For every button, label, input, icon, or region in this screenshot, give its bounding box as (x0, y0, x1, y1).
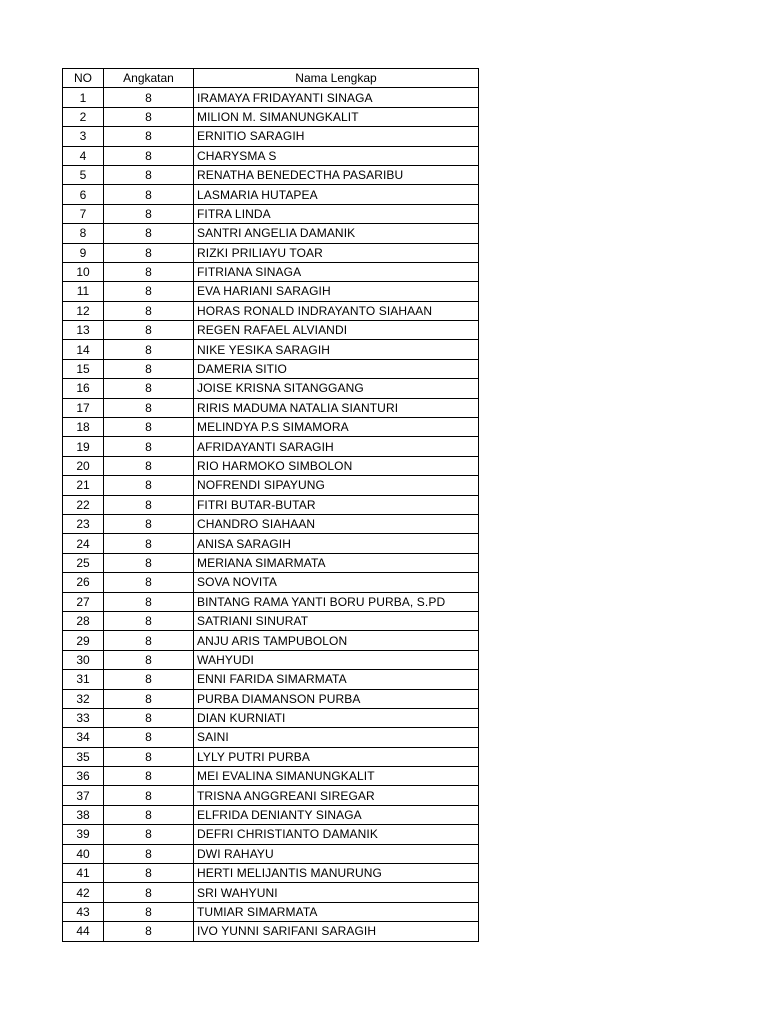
cell-nama-lengkap: AFRIDAYANTI SARAGIH (194, 437, 479, 456)
cell-nama-lengkap: IRAMAYA FRIDAYANTI SINAGA (194, 88, 479, 107)
cell-angkatan: 8 (104, 747, 194, 766)
cell-no: 29 (63, 631, 104, 650)
table-row (63, 883, 479, 902)
cell-nama-lengkap: DWI RAHAYU (194, 844, 479, 863)
cell-no: 41 (63, 864, 104, 883)
cell-no: 36 (63, 767, 104, 786)
cell-no: 40 (63, 844, 104, 863)
cell-no: 25 (63, 553, 104, 572)
cell-angkatan: 8 (104, 592, 194, 611)
cell-no: 13 (63, 321, 104, 340)
table-row (63, 107, 479, 126)
table-row (63, 282, 479, 301)
cell-nama-lengkap: IVO YUNNI SARIFANI SARAGIH (194, 922, 479, 941)
cell-angkatan: 8 (104, 321, 194, 340)
table-header (63, 69, 479, 88)
table-row (63, 301, 479, 320)
cell-nama-lengkap: SAINI (194, 728, 479, 747)
table-row (63, 88, 479, 107)
cell-no: 22 (63, 495, 104, 514)
table-row (63, 689, 479, 708)
cell-nama-lengkap: JOISE KRISNA SITANGGANG (194, 379, 479, 398)
table-row (63, 650, 479, 669)
table-row (63, 165, 479, 184)
cell-angkatan: 8 (104, 514, 194, 533)
cell-nama-lengkap: LYLY PUTRI PURBA (194, 747, 479, 766)
cell-no: 16 (63, 379, 104, 398)
cell-angkatan: 8 (104, 340, 194, 359)
cell-no: 17 (63, 398, 104, 417)
cell-nama-lengkap: ENNI FARIDA SIMARMATA (194, 670, 479, 689)
cell-angkatan: 8 (104, 786, 194, 805)
cell-angkatan: 8 (104, 495, 194, 514)
table-row (63, 902, 479, 921)
table-row (63, 185, 479, 204)
cell-nama-lengkap: BINTANG RAMA YANTI BORU PURBA, S.PD (194, 592, 479, 611)
table-row (63, 418, 479, 437)
cell-nama-lengkap: PURBA DIAMANSON PURBA (194, 689, 479, 708)
cell-no: 32 (63, 689, 104, 708)
cell-no: 6 (63, 185, 104, 204)
table-row (63, 340, 479, 359)
cell-angkatan: 8 (104, 301, 194, 320)
cell-nama-lengkap: FITRA LINDA (194, 204, 479, 223)
cell-no: 28 (63, 611, 104, 630)
cell-angkatan: 8 (104, 437, 194, 456)
cell-angkatan: 8 (104, 864, 194, 883)
table-row (63, 146, 479, 165)
cell-angkatan: 8 (104, 708, 194, 727)
table-row (63, 844, 479, 863)
cell-angkatan: 8 (104, 127, 194, 146)
cell-angkatan: 8 (104, 379, 194, 398)
table-row (63, 127, 479, 146)
table-row (63, 786, 479, 805)
table-row (63, 922, 479, 941)
cell-no: 23 (63, 514, 104, 533)
table-row (63, 321, 479, 340)
table-row (63, 864, 479, 883)
cell-nama-lengkap: MEI EVALINA SIMANUNGKALIT (194, 767, 479, 786)
cell-angkatan: 8 (104, 767, 194, 786)
cell-angkatan: 8 (104, 456, 194, 475)
cell-nama-lengkap: CHANDRO SIAHAAN (194, 514, 479, 533)
table-row (63, 805, 479, 824)
cell-nama-lengkap: SRI WAHYUNI (194, 883, 479, 902)
table-row (63, 495, 479, 514)
cell-angkatan: 8 (104, 476, 194, 495)
table-row (63, 262, 479, 281)
cell-angkatan: 8 (104, 282, 194, 301)
table-row (63, 767, 479, 786)
header-row (63, 69, 479, 88)
table-row (63, 553, 479, 572)
cell-no: 12 (63, 301, 104, 320)
table-row (63, 437, 479, 456)
cell-nama-lengkap: HORAS RONALD INDRAYANTO SIAHAAN (194, 301, 479, 320)
cell-nama-lengkap: FITRI BUTAR-BUTAR (194, 495, 479, 514)
cell-nama-lengkap: MELINDYA P.S SIMAMORA (194, 418, 479, 437)
table-row (63, 825, 479, 844)
cell-nama-lengkap: SATRIANI SINURAT (194, 611, 479, 630)
cell-nama-lengkap: TRISNA ANGGREANI SIREGAR (194, 786, 479, 805)
cell-no: 9 (63, 243, 104, 262)
cell-no: 39 (63, 825, 104, 844)
cell-angkatan: 8 (104, 902, 194, 921)
cell-nama-lengkap: CHARYSMA S (194, 146, 479, 165)
cell-angkatan: 8 (104, 359, 194, 378)
cell-nama-lengkap: EVA HARIANI SARAGIH (194, 282, 479, 301)
cell-no: 1 (63, 88, 104, 107)
cell-angkatan: 8 (104, 922, 194, 941)
table-row (63, 204, 479, 223)
cell-nama-lengkap: TUMIAR SIMARMATA (194, 902, 479, 921)
cell-angkatan: 8 (104, 553, 194, 572)
table-row (63, 476, 479, 495)
cell-angkatan: 8 (104, 844, 194, 863)
cell-no: 2 (63, 107, 104, 126)
cell-angkatan: 8 (104, 204, 194, 223)
cell-no: 44 (63, 922, 104, 941)
cell-angkatan: 8 (104, 165, 194, 184)
cell-nama-lengkap: DAMERIA SITIO (194, 359, 479, 378)
cell-no: 8 (63, 224, 104, 243)
cell-nama-lengkap: ERNITIO SARAGIH (194, 127, 479, 146)
cell-nama-lengkap: FITRIANA SINAGA (194, 262, 479, 281)
cell-nama-lengkap: DEFRI CHRISTIANTO DAMANIK (194, 825, 479, 844)
cell-no: 11 (63, 282, 104, 301)
cell-nama-lengkap: NIKE YESIKA SARAGIH (194, 340, 479, 359)
cell-angkatan: 8 (104, 825, 194, 844)
cell-no: 18 (63, 418, 104, 437)
cell-no: 42 (63, 883, 104, 902)
cell-nama-lengkap: SANTRI ANGELIA DAMANIK (194, 224, 479, 243)
cell-no: 21 (63, 476, 104, 495)
cell-angkatan: 8 (104, 611, 194, 630)
cell-no: 43 (63, 902, 104, 921)
cell-angkatan: 8 (104, 573, 194, 592)
table-row (63, 708, 479, 727)
cell-nama-lengkap: ELFRIDA DENIANTY SINAGA (194, 805, 479, 824)
cell-nama-lengkap: ANISA SARAGIH (194, 534, 479, 553)
table-row (63, 747, 479, 766)
cell-nama-lengkap: REGEN RAFAEL ALVIANDI (194, 321, 479, 340)
cell-nama-lengkap: NOFRENDI SIPAYUNG (194, 476, 479, 495)
cell-nama-lengkap: RENATHA BENEDECTHA PASARIBU (194, 165, 479, 184)
cell-no: 33 (63, 708, 104, 727)
cell-nama-lengkap: MILION M. SIMANUNGKALIT (194, 107, 479, 126)
table-row (63, 224, 479, 243)
cell-angkatan: 8 (104, 262, 194, 281)
header-angkatan: Angkatan (104, 69, 194, 88)
cell-no: 35 (63, 747, 104, 766)
table-body (63, 88, 479, 941)
cell-no: 10 (63, 262, 104, 281)
cell-no: 15 (63, 359, 104, 378)
cell-no: 37 (63, 786, 104, 805)
cell-angkatan: 8 (104, 224, 194, 243)
cell-no: 26 (63, 573, 104, 592)
cell-angkatan: 8 (104, 631, 194, 650)
cell-nama-lengkap: LASMARIA HUTAPEA (194, 185, 479, 204)
cell-nama-lengkap: SOVA NOVITA (194, 573, 479, 592)
member-table (62, 68, 479, 942)
table-row (63, 514, 479, 533)
cell-angkatan: 8 (104, 689, 194, 708)
header-nama-lengkap: Nama Lengkap (194, 69, 479, 88)
table-row (63, 592, 479, 611)
table-row (63, 631, 479, 650)
cell-angkatan: 8 (104, 650, 194, 669)
cell-angkatan: 8 (104, 418, 194, 437)
table-row (63, 398, 479, 417)
cell-no: 31 (63, 670, 104, 689)
cell-no: 24 (63, 534, 104, 553)
cell-no: 30 (63, 650, 104, 669)
cell-nama-lengkap: RIZKI PRILIAYU TOAR (194, 243, 479, 262)
cell-no: 14 (63, 340, 104, 359)
cell-angkatan: 8 (104, 534, 194, 553)
table-row (63, 456, 479, 475)
cell-no: 27 (63, 592, 104, 611)
cell-no: 20 (63, 456, 104, 475)
cell-no: 19 (63, 437, 104, 456)
table-row (63, 728, 479, 747)
table-row (63, 379, 479, 398)
cell-no: 34 (63, 728, 104, 747)
table-row (63, 359, 479, 378)
cell-nama-lengkap: ANJU ARIS TAMPUBOLON (194, 631, 479, 650)
table-row (63, 611, 479, 630)
cell-angkatan: 8 (104, 398, 194, 417)
cell-nama-lengkap: RIRIS MADUMA NATALIA SIANTURI (194, 398, 479, 417)
table-row (63, 534, 479, 553)
cell-nama-lengkap: RIO HARMOKO SIMBOLON (194, 456, 479, 475)
cell-angkatan: 8 (104, 88, 194, 107)
cell-angkatan: 8 (104, 243, 194, 262)
cell-angkatan: 8 (104, 728, 194, 747)
cell-angkatan: 8 (104, 670, 194, 689)
table-row (63, 243, 479, 262)
table-row (63, 670, 479, 689)
cell-no: 38 (63, 805, 104, 824)
cell-no: 4 (63, 146, 104, 165)
header-no: NO (63, 69, 104, 88)
cell-nama-lengkap: HERTI MELIJANTIS MANURUNG (194, 864, 479, 883)
cell-angkatan: 8 (104, 805, 194, 824)
table-row (63, 573, 479, 592)
cell-no: 3 (63, 127, 104, 146)
cell-no: 5 (63, 165, 104, 184)
cell-angkatan: 8 (104, 883, 194, 902)
cell-angkatan: 8 (104, 107, 194, 126)
cell-angkatan: 8 (104, 185, 194, 204)
cell-angkatan: 8 (104, 146, 194, 165)
cell-nama-lengkap: WAHYUDI (194, 650, 479, 669)
cell-nama-lengkap: DIAN KURNIATI (194, 708, 479, 727)
cell-no: 7 (63, 204, 104, 223)
cell-nama-lengkap: MERIANA SIMARMATA (194, 553, 479, 572)
